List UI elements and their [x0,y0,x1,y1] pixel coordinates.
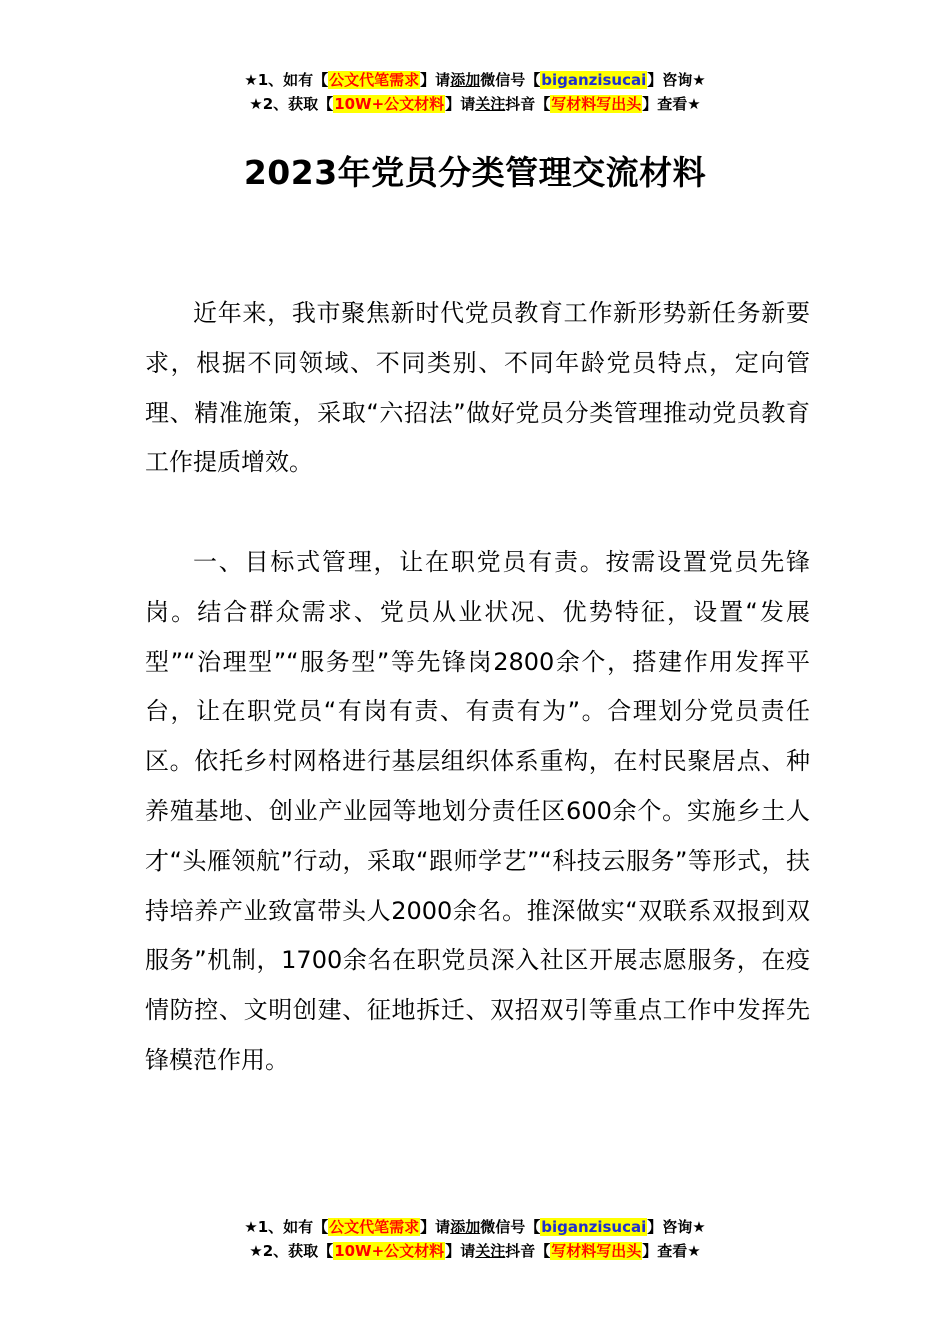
footer-banner [0,1215,950,1263]
banner-text: ★1、如有【 [244,71,329,89]
banner-underlined-text: 添加 [450,71,481,89]
banner-text: 抖音【 [505,95,551,113]
douyin-account-highlight: 写材料写出头 [551,1242,642,1260]
banner-text: 】查看★ [642,95,701,113]
douyin-account-highlight: 写材料写出头 [551,95,642,113]
banner-text: 】查看★ [642,1242,701,1260]
ghostwriting-highlight: 公文代笔需求 [329,1218,420,1236]
banner-line-2 [0,1239,950,1263]
banner-text: 微信号【 [480,1218,541,1236]
wechat-id-highlight: biganzisucai [541,71,647,89]
banner-text: 】请 [420,71,451,89]
banner-line-2 [0,92,950,116]
banner-text: ★2、获取【 [249,95,334,113]
banner-text: 】咨询★ [647,1218,706,1236]
banner-text: 】请 [420,1218,451,1236]
banner-underlined-text: 添加 [450,1218,481,1236]
ghostwriting-highlight: 公文代笔需求 [329,71,420,89]
banner-text: 】咨询★ [647,71,706,89]
document-title: 2023年党员分类管理交流材料 [243,153,707,192]
banner-line-1 [0,1215,950,1239]
header-banner [0,68,950,116]
wechat-id-highlight: biganzisucai [541,1218,647,1236]
banner-line-1 [0,68,950,92]
banner-text: ★1、如有【 [244,1218,329,1236]
materials-highlight: 10W+公文材料 [334,1242,445,1260]
banner-underlined-text: 关注 [475,95,506,113]
banner-text: 抖音【 [505,1242,551,1260]
banner-underlined-text: 关注 [475,1242,506,1260]
banner-text: 】请 [445,95,476,113]
banner-text: 微信号【 [480,71,541,89]
body-paragraph-intro: 近年来，我市聚焦新时代党员教育工作新形势新任务新要求，根据不同领域、不同类别、不同年龄党员特点，定向管理、精准施策，采取“六招法”做好党员分类管理推动党员教育工作提质增效。 [145,299,810,477]
banner-text: 】请 [445,1242,476,1260]
banner-text: ★2、获取【 [249,1242,334,1260]
body-paragraph-section-1: 一、目标式管理，让在职党员有责。按需设置党员先锋岗。结合群众需求、党员从业状况、优势特征，设置“发展型”“治理型”“服务型”等先锋岗2800余个，搭建作用发挥平台，让在职党员“有岗有责、有责有为”。合理划分党员责任区。依托乡村网格进行基层组织体系重构，在村民聚居点、种养殖基地、创业产业园等地划分责任区600余个。实施乡土人才“头雁领航”行动，采取“跟师学艺”“科技云服务”等形式，扶持培养产业致富带头人2000余名。推深做实“双联系双报到双服务”机制，1700余名在职党员深入社区开展志愿服务，在疫情防控、文明创建、征地拆迁、双招双引等重点工作中发挥先锋模范作用。 [145,548,810,1074]
materials-highlight: 10W+公文材料 [334,95,445,113]
